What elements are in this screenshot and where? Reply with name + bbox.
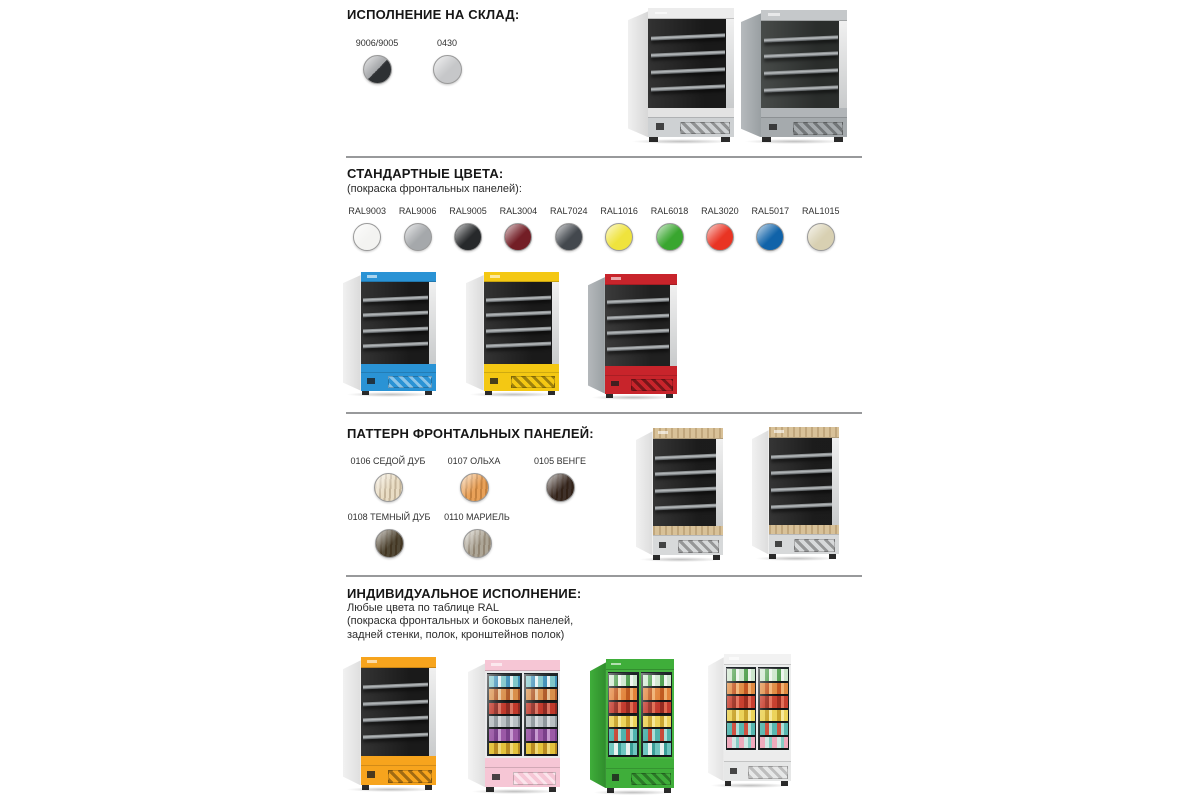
fridge-part bbox=[648, 8, 734, 137]
fridge-part bbox=[590, 662, 606, 788]
fridge-part bbox=[726, 19, 734, 108]
custom-description-line: Любые цвета по таблице RAL bbox=[347, 602, 499, 614]
fridge-part bbox=[761, 117, 847, 137]
fridge-part bbox=[491, 663, 501, 666]
swatch-label: RAL9003 bbox=[348, 206, 386, 216]
swatch-ral5017 bbox=[745, 206, 795, 251]
fridge-part bbox=[605, 274, 677, 394]
swatch-label: RAL5017 bbox=[751, 206, 790, 216]
color-swatch-circle bbox=[706, 223, 734, 251]
fridge-image-red bbox=[588, 274, 677, 398]
fridge-part bbox=[724, 654, 791, 781]
fridge-part bbox=[361, 282, 436, 363]
fridge-part bbox=[485, 767, 560, 787]
fridge-part bbox=[361, 765, 436, 785]
fridge-part bbox=[490, 275, 501, 277]
fridge-part bbox=[485, 758, 560, 767]
fridge-part bbox=[513, 772, 557, 785]
fridge-part bbox=[755, 556, 838, 561]
fridge-part bbox=[367, 771, 375, 777]
fridge-part bbox=[605, 274, 677, 285]
fridge-part bbox=[774, 430, 784, 433]
fridge-part bbox=[631, 379, 673, 391]
fridge-part bbox=[631, 139, 732, 144]
swatch-0107-alder bbox=[431, 456, 517, 502]
fridge-part bbox=[484, 372, 559, 391]
swatch-ral9003 bbox=[342, 206, 392, 251]
fridge-part bbox=[658, 431, 668, 434]
fridge-image-wood-2 bbox=[752, 427, 839, 559]
fridge-part bbox=[769, 438, 839, 525]
color-swatch-circle bbox=[404, 223, 432, 251]
fridge-part bbox=[752, 430, 769, 554]
fridge-part bbox=[511, 376, 555, 388]
fridge-part bbox=[485, 660, 560, 671]
fridge-part bbox=[653, 428, 723, 439]
pattern-section-title: ПАТТЕРН ФРОНТАЛЬНЫХ ПАНЕЛЕЙ: bbox=[347, 426, 594, 441]
fridge-part bbox=[606, 670, 674, 759]
fridge-part bbox=[793, 122, 843, 135]
fridge-part bbox=[678, 540, 719, 553]
fridge-image-green bbox=[590, 659, 674, 793]
color-swatch-circle bbox=[807, 223, 835, 251]
fridge-part bbox=[367, 378, 375, 384]
fridge-part bbox=[346, 787, 434, 792]
fridge-part bbox=[484, 364, 559, 372]
color-swatch-circle bbox=[504, 223, 532, 251]
fridge-part bbox=[724, 665, 791, 752]
stock-color-swatches bbox=[342, 38, 482, 84]
fridge-part bbox=[769, 534, 839, 554]
swatch-label: 0110 МАРИЕЛЬ bbox=[444, 512, 510, 522]
color-swatch-circle bbox=[605, 223, 633, 251]
fridge-part bbox=[361, 657, 436, 785]
fridge-part bbox=[367, 660, 378, 663]
swatch-label: 0108 ТЕМНЫЙ ДУБ bbox=[347, 512, 431, 522]
fridge-part bbox=[729, 657, 738, 660]
pattern-swatch-circle bbox=[374, 473, 403, 502]
fridge-part bbox=[724, 752, 791, 761]
fridge-part bbox=[484, 282, 559, 363]
fridge-part bbox=[636, 431, 653, 555]
fridge-part bbox=[605, 375, 677, 394]
fridge-part bbox=[346, 392, 434, 397]
standard-section-subtitle: (покраска фронтальных панелей): bbox=[347, 183, 522, 195]
fridge-part bbox=[648, 19, 734, 108]
fridge-part bbox=[471, 789, 558, 794]
color-swatch-circle bbox=[656, 223, 684, 251]
fridge-part bbox=[343, 275, 361, 391]
fridge-part bbox=[724, 654, 791, 665]
fridge-part bbox=[361, 272, 436, 391]
pattern-swatch-circle bbox=[546, 473, 575, 502]
fridge-part bbox=[611, 277, 621, 279]
fridge-part bbox=[761, 10, 847, 21]
fridge-part bbox=[588, 277, 605, 394]
fridge-part bbox=[611, 663, 621, 666]
color-swatch-circle bbox=[454, 223, 482, 251]
fridge-part bbox=[606, 670, 674, 759]
fridge-part bbox=[768, 13, 780, 16]
swatch-0430 bbox=[412, 38, 482, 84]
fridge-part bbox=[468, 663, 485, 787]
fridge-part bbox=[748, 766, 788, 779]
fridge-part bbox=[484, 272, 559, 282]
fridge-part bbox=[605, 366, 677, 374]
fridge-part bbox=[492, 774, 499, 780]
section-divider bbox=[346, 575, 862, 577]
swatch-label: 0430 bbox=[436, 38, 458, 48]
fridge-image-white bbox=[708, 654, 791, 786]
custom-description-line: задней стенки, полок, кронштейнов полок) bbox=[347, 628, 565, 641]
fridge-image-wood-1 bbox=[636, 428, 723, 560]
fridge-part bbox=[361, 372, 436, 391]
fridge-part bbox=[708, 657, 724, 781]
fridge-part bbox=[639, 557, 722, 562]
swatch-ral6018 bbox=[644, 206, 694, 251]
fridge-part bbox=[361, 668, 436, 756]
section-divider bbox=[346, 156, 862, 158]
fridge-part bbox=[761, 21, 847, 108]
fridge-part bbox=[612, 774, 619, 780]
pattern-swatch-circle bbox=[463, 529, 492, 558]
fridge-part bbox=[361, 657, 436, 668]
fridge-part bbox=[769, 525, 839, 534]
fridge-part bbox=[388, 770, 432, 783]
fridge-part bbox=[769, 124, 778, 130]
fridge-part bbox=[653, 439, 723, 526]
fridge-part bbox=[653, 428, 723, 555]
fridge-part bbox=[648, 108, 734, 117]
fridge-part bbox=[593, 790, 673, 795]
pattern-swatches-row2 bbox=[345, 512, 521, 558]
fridge-part bbox=[724, 761, 791, 781]
fridge-part bbox=[655, 12, 667, 15]
pattern-swatch-circle bbox=[375, 529, 404, 558]
fridge-part bbox=[653, 526, 723, 535]
swatch-ral7024 bbox=[544, 206, 594, 251]
fridge-part bbox=[469, 392, 557, 397]
fridge-part bbox=[839, 21, 847, 108]
fridge-part bbox=[761, 10, 847, 137]
standard-section-title: СТАНДАРТНЫЕ ЦВЕТА: bbox=[347, 166, 504, 181]
fridge-part bbox=[484, 282, 559, 363]
fridge-part bbox=[361, 282, 436, 363]
fridge-part bbox=[761, 21, 847, 108]
swatch-ral1015 bbox=[796, 206, 846, 251]
swatch-ral3020 bbox=[695, 206, 745, 251]
color-swatch-circle bbox=[363, 55, 392, 84]
fridge-part bbox=[485, 660, 560, 787]
fridge-part bbox=[606, 659, 674, 788]
fridge-part bbox=[606, 768, 674, 788]
pattern-swatches-row1 bbox=[345, 456, 603, 502]
fridge-part bbox=[591, 395, 676, 400]
fridge-part bbox=[611, 381, 618, 387]
fridge-part bbox=[653, 439, 723, 526]
fridge-part bbox=[490, 378, 498, 384]
fridge-part bbox=[653, 526, 723, 535]
swatch-label: RAL1015 bbox=[801, 206, 840, 216]
swatch-ral9006 bbox=[392, 206, 442, 251]
fridge-part bbox=[485, 671, 560, 758]
fridge-image-yellow bbox=[466, 272, 559, 395]
fridge-part bbox=[648, 117, 734, 137]
fridge-part bbox=[606, 659, 674, 670]
fridge-part bbox=[680, 122, 730, 135]
custom-section-title: ИНДИВИДУАЛЬНОЕ ИСПОЛНЕНИЕ: bbox=[347, 586, 582, 601]
swatch-label: RAL3004 bbox=[499, 206, 538, 216]
swatch-label: RAL7024 bbox=[549, 206, 588, 216]
swatch-9006-9005 bbox=[342, 38, 412, 84]
fridge-part bbox=[388, 376, 432, 388]
fridge-part bbox=[485, 671, 560, 758]
fridge-part bbox=[653, 535, 723, 555]
fridge-part bbox=[361, 756, 436, 765]
fridge-part bbox=[710, 783, 789, 788]
fridge-part bbox=[606, 759, 674, 768]
fridge-part bbox=[631, 773, 671, 786]
swatch-label: RAL6018 bbox=[650, 206, 689, 216]
fridge-part bbox=[769, 427, 839, 438]
swatch-label: RAL9005 bbox=[449, 206, 487, 216]
fridge-part bbox=[832, 438, 839, 525]
fridge-part bbox=[429, 282, 436, 363]
swatch-0108-dark-oak bbox=[345, 512, 433, 558]
fridge-part bbox=[741, 13, 761, 137]
fridge-part bbox=[429, 668, 436, 756]
fridge-part bbox=[769, 427, 839, 554]
fridge-part bbox=[361, 272, 436, 282]
custom-description-line: (покраска фронтальных и боковых панелей, bbox=[347, 615, 574, 628]
fridge-part bbox=[648, 8, 734, 19]
swatch-ral3004 bbox=[493, 206, 543, 251]
fridge-part bbox=[775, 541, 782, 547]
fridge-part bbox=[794, 539, 835, 552]
section-divider bbox=[346, 412, 862, 414]
fridge-part bbox=[761, 108, 847, 117]
color-swatch-circle bbox=[353, 223, 381, 251]
fridge-part bbox=[605, 285, 677, 367]
ral-color-swatches bbox=[342, 206, 846, 251]
fridge-part bbox=[724, 665, 791, 752]
fridge-part bbox=[484, 272, 559, 391]
fridge-image-blue bbox=[343, 272, 436, 395]
swatch-0110-mariel bbox=[433, 512, 521, 558]
fridge-part bbox=[361, 364, 436, 372]
fridge-part bbox=[361, 668, 436, 756]
swatch-ral9005 bbox=[443, 206, 493, 251]
pattern-swatch-circle bbox=[460, 473, 489, 502]
swatch-label: 0107 ОЛЬХА bbox=[447, 456, 501, 466]
custom-description bbox=[347, 602, 573, 642]
stock-section-title: ИСПОЛНЕНИЕ НА СКЛАД: bbox=[347, 7, 520, 22]
fridge-part bbox=[552, 282, 559, 363]
color-swatch-circle bbox=[433, 55, 462, 84]
fridge-part bbox=[659, 542, 666, 548]
fridge-part bbox=[670, 285, 677, 367]
fridge-part bbox=[730, 768, 737, 774]
color-swatch-circle bbox=[555, 223, 583, 251]
swatch-label: 0106 СЕДОЙ ДУБ bbox=[350, 456, 426, 466]
fridge-part bbox=[628, 11, 648, 137]
swatch-label: 0105 ВЕНГЕ bbox=[534, 456, 586, 466]
swatch-0105-wenge bbox=[517, 456, 603, 502]
fridge-part bbox=[343, 660, 361, 785]
fridge-image-stock-white bbox=[628, 8, 734, 142]
fridge-part bbox=[466, 275, 484, 391]
fridge-part bbox=[716, 439, 723, 526]
fridge-image-orange bbox=[343, 657, 436, 790]
fridge-image-stock-silver bbox=[741, 10, 847, 142]
swatch-label: RAL1016 bbox=[600, 206, 638, 216]
fridge-part bbox=[656, 123, 665, 129]
swatch-0106-grey-oak bbox=[345, 456, 431, 502]
swatch-label: RAL9006 bbox=[398, 206, 437, 216]
swatch-label: RAL3020 bbox=[701, 206, 739, 216]
color-swatch-circle bbox=[756, 223, 784, 251]
fridge-part bbox=[769, 438, 839, 525]
fridge-part bbox=[744, 139, 845, 144]
fridge-part bbox=[367, 275, 378, 277]
swatch-ral1016 bbox=[594, 206, 644, 251]
swatch-label: 9006/9005 bbox=[355, 38, 399, 48]
fridge-image-pink bbox=[468, 660, 560, 792]
fridge-part bbox=[769, 525, 839, 534]
